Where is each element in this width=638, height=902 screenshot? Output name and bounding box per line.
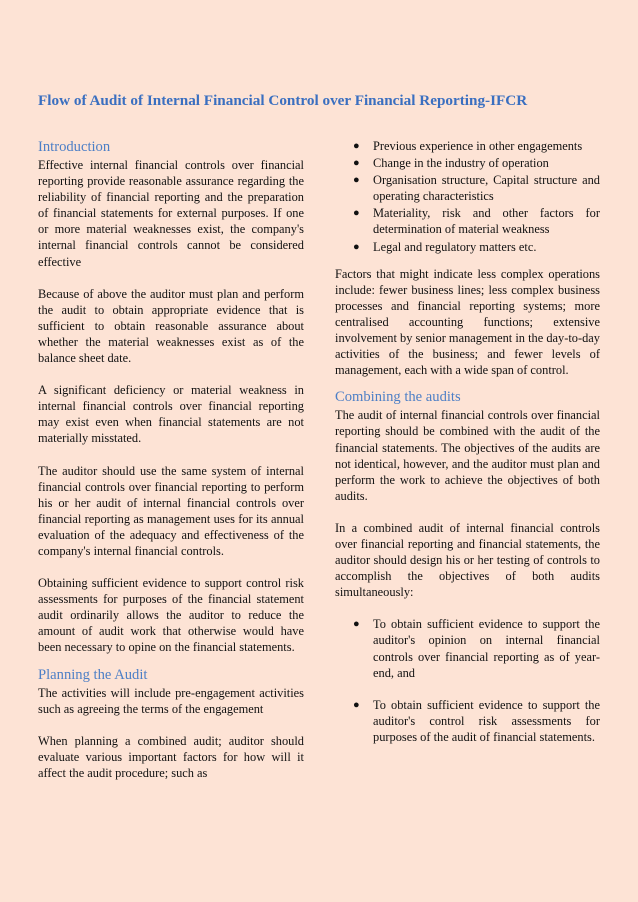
intro-paragraph-5: Obtaining sufficient evidence to support control risk assessments for purposes of the financial statement audit ordinarily allows the auditor to reduce the amount of audit work that otherwise would have been necessary to opine on the financial statements. (38, 576, 304, 655)
left-column (38, 138, 304, 781)
objectives-list (335, 616, 600, 745)
combining-paragraph-2: In a combined audit of internal financial controls over financial reporting and financial statements, the auditor should design his or her testing of controls to accomplish the objectives of both audits simultaneously: (335, 520, 600, 600)
bullet-icon: ● (353, 174, 360, 187)
bullet-icon: ● (353, 618, 360, 631)
planning-paragraph-2: When planning a combined audit; auditor should evaluate various important factors for how will it affect the audit procedure; such as (38, 733, 304, 780)
bullet-icon: ● (353, 698, 360, 711)
intro-paragraph-1: Effective internal financial controls over financial reporting provide reasonable assurance regarding the reliability of financial reporting and the preparation of financial statements for external purposes. If one or more material weaknesses exist, the company's internal financial controls cannot be considered effective (38, 158, 304, 269)
list-item: ● To obtain sufficient evidence to support the auditor's opinion on internal financial controls over financial reporting as of year-end, and (353, 617, 600, 680)
list-item: ● Organisation structure, Capital structure and operating characteristics (353, 173, 600, 204)
planning-paragraph-1: The activities will include pre-engagement activities such as agreeing the terms of the engagement (38, 685, 304, 716)
factors-list (335, 138, 600, 255)
complexity-paragraph: Factors that might indicate less complex operations include: fewer business lines; less complex business processes and financial reporting systems; more centralised accounting functions; extensive involvement by senior management in the day-to-day activities of the business; and fewer levels of management, each with a wide span of control. (335, 266, 600, 378)
page-title: Flow of Audit of Internal Financial Control over Financial Reporting-IFCR (38, 92, 528, 109)
list-item: ● Materiality, risk and other factors for determination of material weakness (353, 206, 600, 237)
list-item: ● Legal and regulatory matters etc. (353, 239, 537, 254)
intro-paragraph-4: The auditor should use the same system of internal financial controls over financial reporting to perform his or her audit of internal financial controls over financial reporting as management uses for its annual evaluation of the adequacy and effectiveness of the company's internal financial controls. (38, 463, 304, 558)
bullet-icon: ● (353, 157, 360, 170)
bullet-icon: ● (353, 140, 360, 152)
list-item: ● Change in the industry of operation (353, 156, 549, 171)
intro-paragraph-3: A significant deficiency or material weakness in internal financial controls over financial reporting may exist even when financial statements are not materially misstated. (38, 383, 304, 446)
list-item: ● Previous experience in other engagements (353, 139, 583, 153)
introduction-heading: Introduction (38, 139, 111, 155)
right-column (335, 138, 600, 761)
bullet-icon: ● (353, 207, 360, 220)
bullet-icon: ● (353, 240, 360, 253)
combining-paragraph-1: The audit of internal financial controls over financial reporting should be combined with the audit of the financial statements. The objectives of the audits are not identical, however, and the auditor must plan and perform the work to achieve the objectives of both audits. (335, 408, 600, 503)
intro-paragraph-2: Because of above the auditor must plan and perform the audit to obtain appropriate evidence that is sufficient to obtain reasonable assurance about whether the material weaknesses exist as of the balance sheet date. (38, 286, 304, 366)
list-item: ● To obtain sufficient evidence to support the auditor's control risk assessments for purposes of the audit of financial statements. (353, 697, 600, 744)
planning-heading: Planning the Audit (38, 666, 148, 683)
combining-heading: Combining the audits (335, 389, 461, 406)
